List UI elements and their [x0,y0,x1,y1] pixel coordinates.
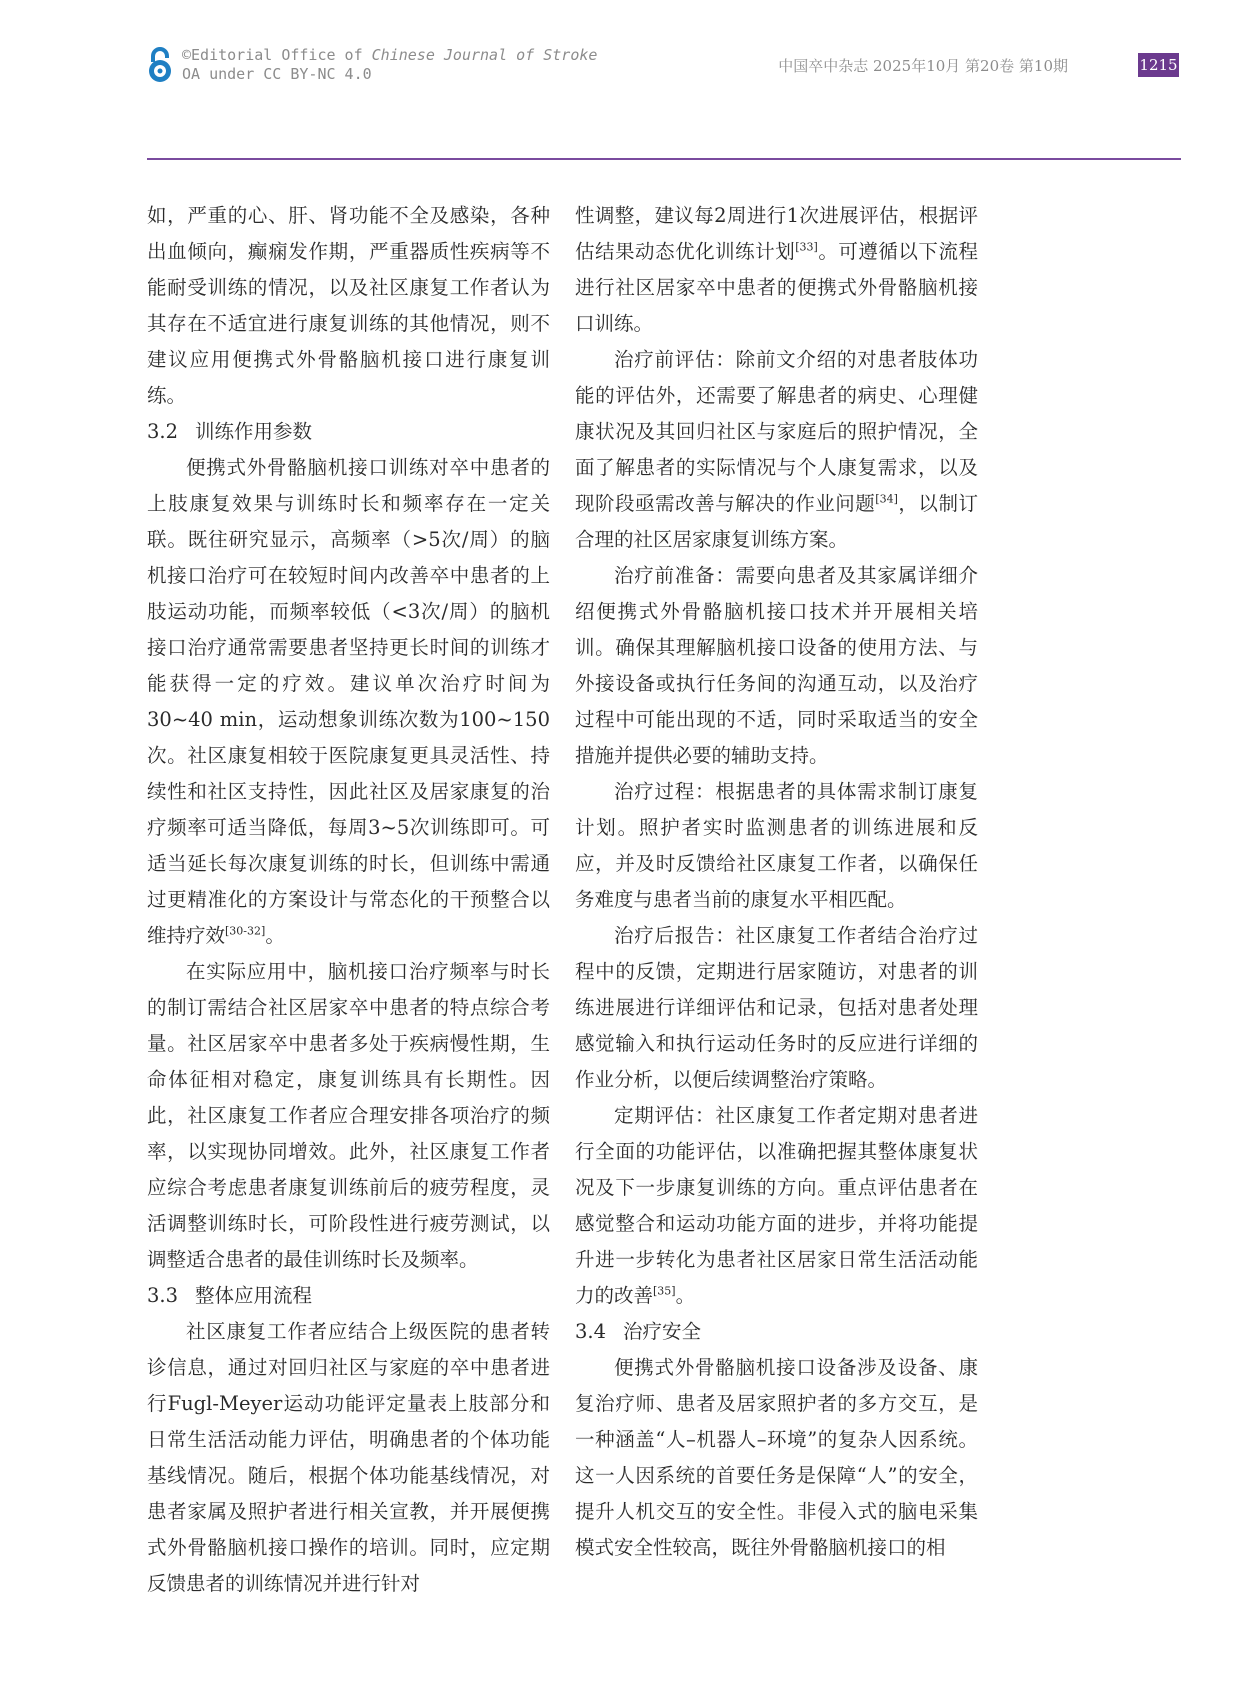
left-column [147,198,550,1602]
citation: [34] [875,492,898,506]
paragraph: 治疗过程：根据患者的具体需求制订康复计划。照护者实时监测患者的训练进展和反应，并及时反馈给社区康复工作者，以确保任务难度与患者当前的康复水平相匹配。 [575,780,978,911]
copyright-notice: ©Editorial Office of Chinese Journal of Stroke OA under CC BY-NC 4.0 [182,46,598,83]
right-column [575,198,978,1566]
citation: [33] [795,240,818,254]
paragraph: 定期评估：社区康复工作者定期对患者进行全面的功能评估，以准确把握其整体康复状况及下一步康复训练的方向。重点评估患者在感觉整合和运动功能方面的进步，并将功能提升进一步转化为患者社区居家日常生活活动能力的改善[35]。 [575,1104,978,1307]
section-heading-3-3: 3.3 整体应用流程 [147,1284,313,1307]
citation: [35] [653,1284,676,1298]
paragraph: 治疗前准备：需要向患者及其家属详细介绍便携式外骨骼脑机接口技术并开展相关培训。确保其理解脑机接口设备的使用方法、与外接设备或执行任务间的沟通互动，以及治疗过程中可能出现的不适，同时采取适当的安全措施并提供必要的辅助支持。 [575,564,978,767]
section-heading-3-4: 3.4 治疗安全 [575,1320,702,1343]
paragraph: 便携式外骨骼脑机接口训练对卒中患者的上肢康复效果与训练时长和频率存在一定关联。既往研究显示，高频率（>5次/周）的脑机接口治疗可在较短时间内改善卒中患者的上肢运动功能，而频率较低（<3次/周）的脑机接口治疗通常需要患者坚持更长时间的训练才能获得一定的疗效。建议单次治疗时间为30~40 min，运动想象训练次数为100~150次。社区康复相较于医院康复更具灵活性、持续性和社区支持性，因此社区及居家康复的治疗频率可适当降低，每周3~5次训练即可。可适当延长每次康复训练的时长，但训练中需通过更精准化的方案设计与常态化的干预整合以维持疗效[30-32]。 [147,456,550,947]
journal-name: Chinese Journal of Stroke [371,46,598,64]
paragraph: 治疗后报告：社区康复工作者结合治疗过程中的反馈，定期进行居家随访，对患者的训练进展进行详细评估和记录，包括对患者处理感觉输入和执行运动任务时的反应进行详细的作业分析，以便后续调整治疗策略。 [575,924,978,1091]
page-number-badge: 1215 [1138,53,1179,77]
license-text: OA under CC BY-NC 4.0 [182,65,372,83]
citation: [30-32] [225,924,266,938]
paragraph: 在实际应用中，脑机接口治疗频率与时长的制订需结合社区居家卒中患者的特点综合考量。社区居家卒中患者多处于疾病慢性期，生命体征相对稳定，康复训练具有长期性。因此，社区康复工作者应合理安排各项治疗的频率，以实现协同增效。此外，社区康复工作者应综合考虑患者康复训练前后的疲劳程度，灵活调整训练时长，可阶段性进行疲劳测试，以调整适合患者的最佳训练时长及频率。 [147,960,550,1271]
paragraph: 如，严重的心、肝、肾功能不全及感染，各种出血倾向，癫痫发作期，严重器质性疾病等不能耐受训练的情况，以及社区康复工作者认为其存在不适宜进行康复训练的其他情况，则不建议应用便携式外骨骼脑机接口进行康复训练。 [147,204,550,407]
header-divider [147,158,1181,160]
paragraph: 便携式外骨骼脑机接口设备涉及设备、康复治疗师、患者及居家照护者的多方交互，是一种涵盖“人–机器人–环境”的复杂人因系统。这一人因系统的首要任务是保障“人”的安全，提升人机交互的安全性。非侵入式的脑电采集模式安全性较高，既往外骨骼脑机接口的相 [575,1356,978,1559]
journal-issue-info: 中国卒中杂志 2025年10月 第20卷 第10期 [778,57,1068,75]
paragraph: 社区康复工作者应结合上级医院的患者转诊信息，通过对回归社区与家庭的卒中患者进行Fugl-Meyer运动功能评定量表上肢部分和日常生活活动能力评估，明确患者的个体功能基线情况。随后，根据个体功能基线情况，对患者家属及照护者进行相关宣教，并开展便携式外骨骼脑机接口操作的培训。同时，应定期反馈患者的训练情况并进行针对 [147,1320,550,1595]
paragraph: 性调整，建议每2周进行1次进展评估，根据评估结果动态优化训练计划[33]。可遵循以下流程进行社区居家卒中患者的便携式外骨骼脑机接口训练。 [575,204,978,335]
open-access-lock-icon [147,46,173,84]
section-heading-3-2: 3.2 训练作用参数 [147,420,313,443]
page-header [0,0,1241,160]
paragraph: 治疗前评估：除前文介绍的对患者肢体功能的评估外，还需要了解患者的病史、心理健康状况及其回归社区与家庭后的照护情况，全面了解患者的实际情况与个人康复需求，以及现阶段亟需改善与解决的作业问题[34]，以制订合理的社区居家康复训练方案。 [575,348,978,551]
